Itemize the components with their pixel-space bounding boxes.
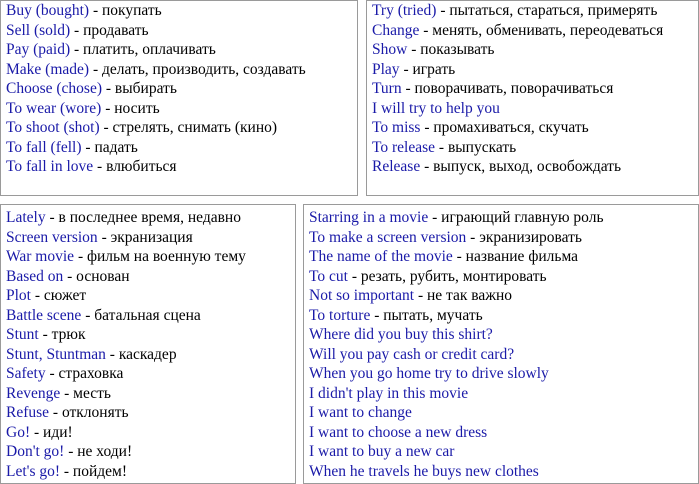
english-term: Stunt xyxy=(6,326,39,343)
russian-translation: - носить xyxy=(101,99,160,117)
example-sentence xyxy=(309,462,698,482)
vocab-entry xyxy=(309,247,698,267)
vocab-entry xyxy=(6,1,357,21)
russian-translation: - промахиваться, скучать xyxy=(420,119,589,136)
russian-translation: - пытаться, стараться, примерять xyxy=(436,2,658,19)
english-term: Will you pay cash or credit card? xyxy=(309,345,515,363)
english-term: Revenge xyxy=(6,384,61,402)
russian-translation: - пойдем! xyxy=(60,462,128,480)
example-sentence xyxy=(309,403,698,423)
vocab-box-bottom-right xyxy=(303,204,699,484)
english-term: Don't go! xyxy=(6,443,65,460)
vocab-entry xyxy=(372,60,698,80)
english-term: To make a screen version xyxy=(309,228,467,246)
russian-translation: - месть xyxy=(60,384,111,402)
english-term: When he travels he buys new clothes xyxy=(309,462,539,480)
russian-translation: - выбирать xyxy=(102,80,177,97)
russian-translation: - менять, обменивать, переодеваться xyxy=(419,21,664,39)
russian-translation: - платить, оплачивать xyxy=(70,41,216,58)
vocab-entry xyxy=(6,364,295,384)
russian-translation: - выпускать xyxy=(435,138,517,156)
vocab-entry xyxy=(309,306,698,326)
russian-translation: - поворачивать, поворачиваться xyxy=(401,80,614,97)
english-term: War movie xyxy=(6,248,75,265)
vocab-entry xyxy=(6,286,295,306)
vocab-entry xyxy=(6,247,295,267)
vocab-list-bottom-right xyxy=(304,205,698,481)
english-term: Based on xyxy=(6,267,64,285)
english-term: Not so important xyxy=(309,287,415,304)
english-term: Screen version xyxy=(6,228,98,246)
vocab-entry xyxy=(372,40,698,60)
english-term: Lately xyxy=(6,209,46,226)
vocab-entry xyxy=(309,208,698,228)
russian-translation: - батальная сцена xyxy=(81,306,201,324)
vocab-entry xyxy=(372,118,698,138)
vocab-list-top-left xyxy=(1,1,357,177)
english-term: Change xyxy=(372,21,420,39)
english-term: Stunt, Stuntman xyxy=(6,345,106,363)
english-term: Choose (chose) xyxy=(6,80,102,97)
example-sentence xyxy=(309,364,698,384)
russian-translation: - не ходи! xyxy=(64,443,133,460)
english-term: Let's go! xyxy=(6,462,61,480)
english-term: Battle scene xyxy=(6,306,82,324)
russian-translation: - фильм на военную тему xyxy=(74,248,246,265)
vocab-entry xyxy=(6,138,357,158)
example-sentence xyxy=(309,384,698,404)
russian-translation: - каскадер xyxy=(105,345,177,363)
russian-translation: - выпуск, выход, освобождать xyxy=(420,158,622,175)
english-term: Pay (paid) xyxy=(6,41,71,58)
vocab-entry xyxy=(6,40,357,60)
english-term: Play xyxy=(372,60,400,78)
vocab-entry xyxy=(372,157,698,177)
english-term: To fall (fell) xyxy=(6,138,82,156)
vocab-entry xyxy=(309,267,698,287)
russian-translation: - отклонять xyxy=(49,404,129,421)
english-term: Starring in a movie xyxy=(309,209,429,226)
english-term: To cut xyxy=(309,267,348,285)
vocab-entry xyxy=(6,79,357,99)
english-term: I want to buy a new car xyxy=(309,443,455,460)
vocab-entry xyxy=(6,403,295,423)
vocab-entry xyxy=(309,228,698,248)
english-term: Show xyxy=(372,41,408,58)
english-term: Turn xyxy=(372,80,402,97)
vocab-entry xyxy=(6,267,295,287)
english-term: Plot xyxy=(6,287,31,304)
english-term: Make (made) xyxy=(6,60,90,78)
english-term: I want to choose a new dress xyxy=(309,423,488,441)
english-term: To torture xyxy=(309,306,371,324)
english-term: The name of the movie xyxy=(309,248,453,265)
english-term: Safety xyxy=(6,365,46,382)
russian-translation: - сюжет xyxy=(30,287,87,304)
vocab-entry xyxy=(6,99,357,119)
russian-translation: - играющий главную роль xyxy=(428,209,604,226)
vocab-entry xyxy=(6,21,357,41)
russian-translation: - играть xyxy=(399,60,456,78)
russian-translation: - иди! xyxy=(30,423,73,441)
vocab-entry xyxy=(6,157,357,177)
vocab-entry xyxy=(372,138,698,158)
russian-translation: - покупать xyxy=(89,2,162,19)
example-sentence xyxy=(309,442,698,462)
english-term: Sell (sold) xyxy=(6,21,71,39)
vocab-entry xyxy=(6,462,295,482)
english-term: To release xyxy=(372,138,436,156)
russian-translation: - показывать xyxy=(407,41,495,58)
english-term: To wear (wore) xyxy=(6,99,102,117)
russian-translation: - стрелять, снимать (кино) xyxy=(99,119,278,136)
vocab-entry xyxy=(6,208,295,228)
russian-translation: - делать, производить, создавать xyxy=(89,60,306,78)
vocab-entry xyxy=(6,423,295,443)
vocab-entry xyxy=(6,118,357,138)
russian-translation: - трюк xyxy=(38,326,86,343)
russian-translation: - продавать xyxy=(70,21,149,39)
vocab-box-bottom-left xyxy=(0,204,296,484)
example-sentence xyxy=(372,99,698,119)
english-term: To miss xyxy=(372,119,421,136)
russian-translation: - страховка xyxy=(45,365,124,382)
vocab-entry xyxy=(372,21,698,41)
english-term: Refuse xyxy=(6,404,50,421)
vocab-entry xyxy=(6,228,295,248)
example-sentence xyxy=(309,423,698,443)
russian-translation: - экранизировать xyxy=(466,228,582,246)
english-term: To shoot (shot) xyxy=(6,119,100,136)
vocab-entry xyxy=(309,286,698,306)
english-term: I will try to help you xyxy=(372,99,500,117)
vocab-entry xyxy=(6,306,295,326)
english-term: When you go home try to drive slowly xyxy=(309,365,549,382)
vocab-entry xyxy=(372,1,698,21)
russian-translation: - резать, рубить, монтировать xyxy=(347,267,547,285)
vocab-entry xyxy=(6,60,357,80)
english-term: Where did you buy this shirt? xyxy=(309,326,493,343)
vocab-entry xyxy=(372,79,698,99)
vocab-entry xyxy=(6,345,295,365)
english-term: To fall in love xyxy=(6,158,94,175)
english-term: Release xyxy=(372,158,421,175)
vocab-box-top-right xyxy=(366,0,699,196)
vocab-box-top-left xyxy=(0,0,358,196)
english-term: Go! xyxy=(6,423,31,441)
russian-translation: - падать xyxy=(81,138,138,156)
russian-translation: - в последнее время, недавно xyxy=(45,209,241,226)
russian-translation: - пытать, мучать xyxy=(370,306,483,324)
example-sentence xyxy=(309,345,698,365)
vocab-list-top-right xyxy=(367,1,698,177)
russian-translation: - влюбиться xyxy=(93,158,177,175)
vocab-entry xyxy=(6,384,295,404)
vocab-entry xyxy=(6,442,295,462)
vocab-entry xyxy=(6,325,295,345)
vocab-list-bottom-left xyxy=(1,205,295,481)
english-term: Try (tried) xyxy=(372,2,437,19)
russian-translation: - экранизация xyxy=(97,228,193,246)
english-term: I didn't play in this movie xyxy=(309,384,469,402)
russian-translation: - не так важно xyxy=(414,287,513,304)
russian-translation: - основан xyxy=(63,267,130,285)
russian-translation: - название фильма xyxy=(452,248,579,265)
english-term: Buy (bought) xyxy=(6,2,90,19)
english-term: I want to change xyxy=(309,404,412,421)
example-sentence xyxy=(309,325,698,345)
